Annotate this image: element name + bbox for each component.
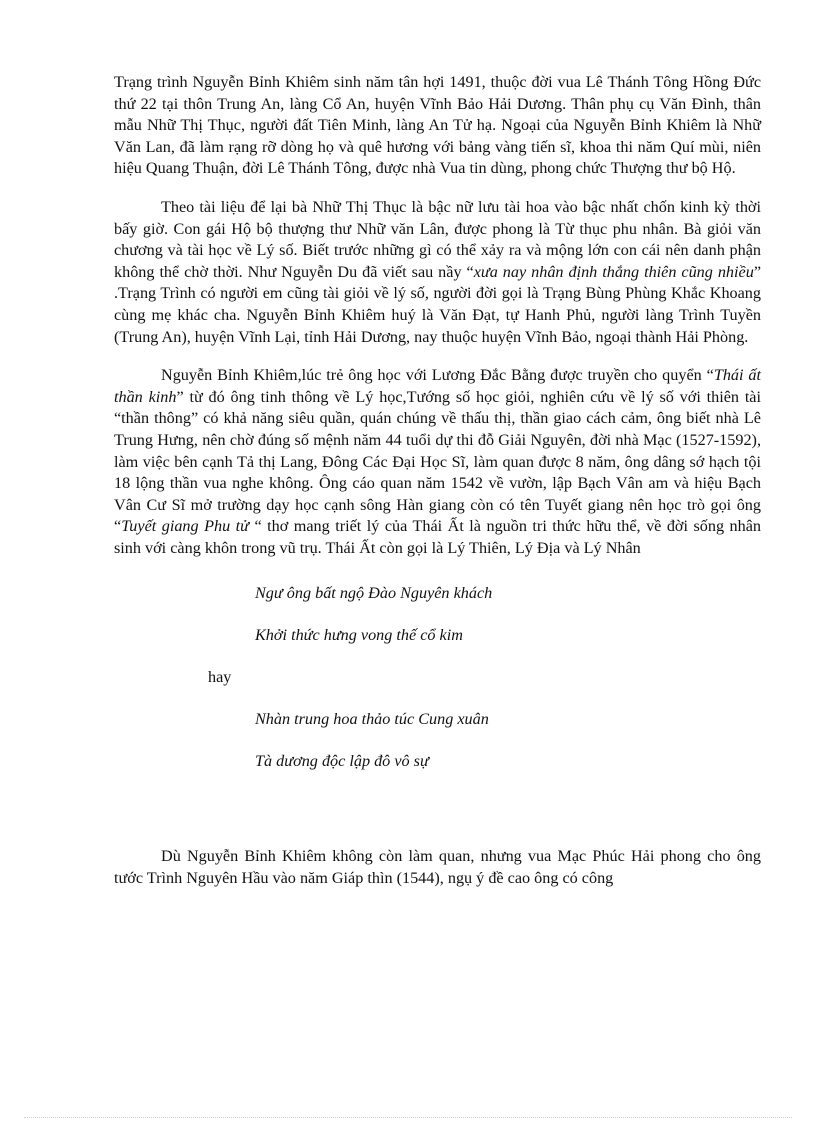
poem-line-3: Nhàn trung hoa thảo túc Cung xuân [255, 710, 489, 729]
paragraph-2-text-end: ” .Trạng Trình có người em cũng tài giỏi về lý số, người đời gọi là Trạng Bùng Phùng Khắc Khoang cùng mẹ khác cha. Nguyễn Bỉnh Khiêm huý là Văn Đạt, tự Hanh Phủ, người làng Trình Tuyền (Trung An), huyện Vĩnh Lại, tỉnh Hải Dương, nay thuộc huyện Vĩnh Bảo, ngoại thành Hải Phòng. [114, 262, 761, 346]
paragraph-2-quote: xưa nay nhân định thắng thiên cũng nhiều [473, 262, 754, 281]
paragraph-4 [114, 846, 761, 889]
page-bottom-divider [24, 1117, 792, 1118]
paragraph-3-text-start: Nguyễn Bỉnh Khiêm,lúc trẻ ông học với Lương Đắc Bằng được truyền cho quyển “ [161, 366, 714, 385]
poem-line-2: Khởi thức hưng vong thế cổ kim [255, 626, 463, 645]
document-body [114, 72, 761, 890]
paragraph-1 [114, 72, 761, 180]
paragraph-2-text-start: Theo tài liệu để lại bà Nhữ Thị Thục là bậc nữ lưu tài hoa vào bậc nhất chốn kinh kỳ thời bấy giờ. Con gái Hộ bộ thượng thư Nhữ văn Lân, được phong là Từ thục phu nhân. Bà giỏi văn chương và tài học về Lý số. Biết trước những gì có thể xảy ra và mộng lớn con cái nên danh phận không thể chờ thời. Như Nguyễn Du đã viết sau nầy “ [114, 197, 761, 281]
paragraph-3 [114, 365, 761, 559]
poem-line-4: Tà dương độc lập đô vô sự [255, 752, 429, 771]
paragraph-3-epithet: Tuyết giang Phu tử [121, 517, 249, 536]
poem-block [114, 572, 761, 782]
paragraph-3-text-end: “ thơ mang triết lý của Thái Ất là nguồn tri thức hữu thể, về đời sống nhân sinh với càng khôn trong vũ trụ. Thái Ất còn gọi là Lý Thiên, Lý Địa và Lý Nhân [114, 517, 762, 557]
paragraph-1-text: Trạng trình Nguyễn Bỉnh Khiêm sinh năm tân hợi 1491, thuộc đời vua Lê Thánh Tông Hồng Đức thứ 22 tại thôn Trung An, làng Cổ An, huyện Vĩnh Bảo Hải Dương. Thân phụ cụ Văn Đình, thân mẫu Nhữ Thị Thục, người đất Tiên Minh, làng An Tử hạ. Ngoại của Nguyễn Bỉnh Khiêm là Nhữ Văn Lan, đã làm rạng rỡ dòng họ và quê hương với bảng vàng tiến sĩ, khoa thi năm Quí mùi, niên hiệu Quang Thuận, đời Lê Thánh Tông, được nhà Vua tin dùng, phong chức Thượng thư bộ Hộ. [114, 73, 761, 178]
paragraph-4-text: Dù Nguyễn Bỉnh Khiêm không còn làm quan, nhưng vua Mạc Phúc Hải phong cho ông tước Trình Nguyên Hầu vào năm Giáp thìn (1544), ngụ ý đề cao ông có công [114, 847, 761, 888]
poem-line-1: Ngư ông bất ngộ Đào Nguyên khách [255, 584, 493, 603]
poem-separator: hay [208, 668, 232, 687]
paragraph-3-text-middle: ” từ đó ông tinh thông về Lý học,Tướng số học giỏi, nghiên cứu về lý số với thiên tài “thần thông” có khả năng siêu quần, quán chúng về thấu thị, thần giao cách cảm, ông biết nhà Lê Trung Hưng, nên chờ đúng số mệnh năm 44 tuổi dự thi đỗ Giải Nguyên, đời nhà Mạc (1527-1592), làm việc bên cạnh Tả thị Lang, Đông Các Đại Học Sĩ, làm quan được 8 năm, ông dâng sớ hạch tội 18 lộng thần vua nghe không. Ông cáo quan năm 1542 về vườn, lập Bạch Vân am và hiệu Bạch Vân Cư Sĩ mở trường dạy học cạnh sông Hàn giang còn có tên Tuyết giang nên học trò gọi ông “ [114, 387, 761, 536]
paragraph-3-book-title: Thái ất thần kinh [114, 366, 761, 406]
paragraph-2 [114, 197, 761, 348]
